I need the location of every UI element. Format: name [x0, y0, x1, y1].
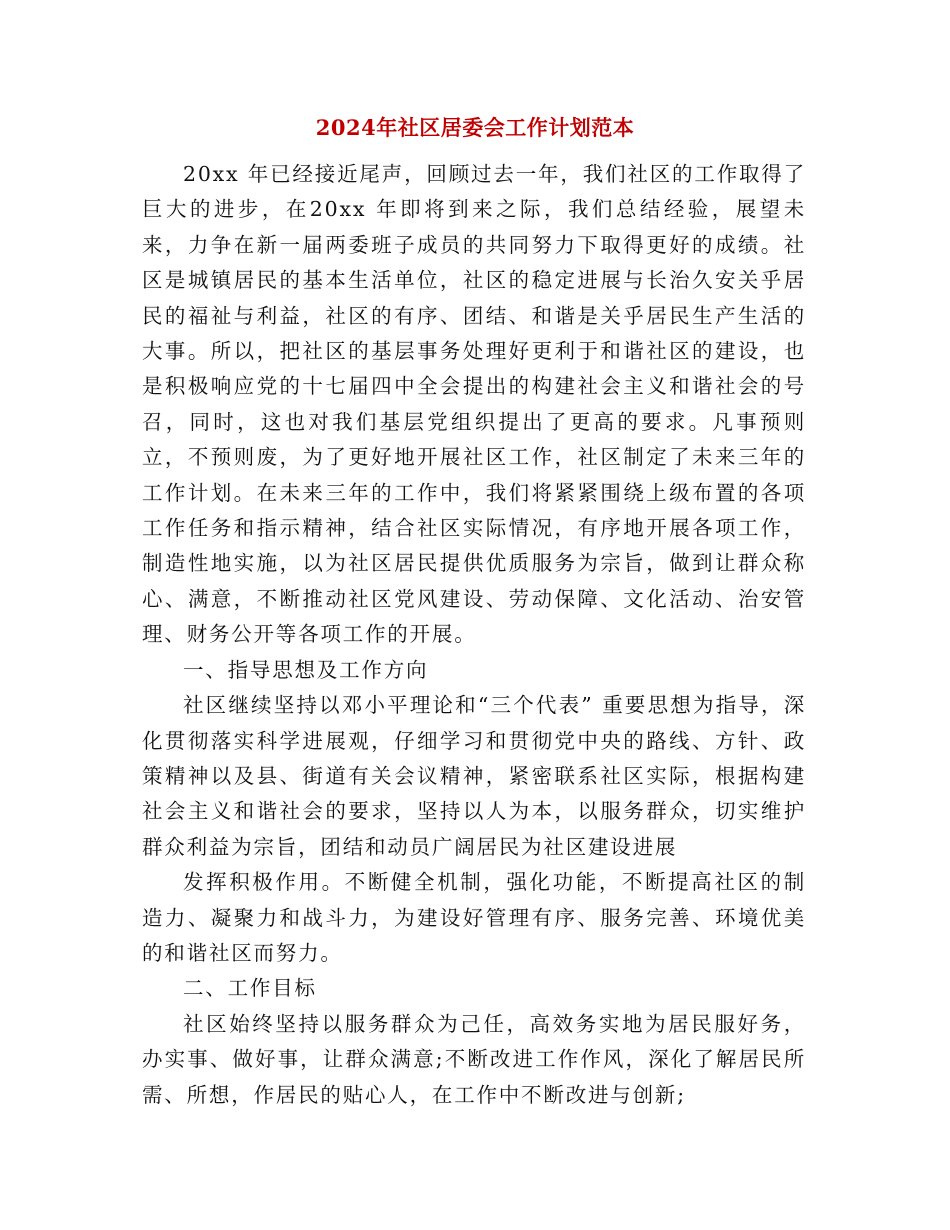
paragraph-work-goals: 社区始终坚持以服务群众为己任，高效务实地为居民服好务，办实事、做好事，让群众满意;不断改进工作作风，深化了解居民所需、所想，作居民的贴心人，在工作中不断改进与创新; [142, 1011, 806, 1107]
paragraph-guiding-ideology: 社区继续坚持以邓小平理论和“三个代表” 重要思想为指导，深化贯彻落实科学进展观，仔细学习和贯彻党中央的路线、方针、政策精神以及县、街道有关会议精神，紧密联系社区实际，根据构建社会主义和谐社会的要求，坚持以人为本，以服务群众，切实维护群众利益为宗旨，团结和动员广阔居民为社区建设进展 [142, 693, 806, 859]
paragraph-intro: 20xx 年已经接近尾声，回顾过去一年，我们社区的工作取得了巨大的进步，在20xx 年即将到来之际，我们总结经验，展望未来，力争在新一届两委班子成员的共同努力下取得更好的成绩。社区是城镇居民的基本生活单位，社区的稳定进展与长治久安关乎居民的福祉与利益，社区的有序、团结、和谐是关乎居民生产生活的大事。所以，把社区的基层事务处理好更利于和谐社区的建设，也是积极响应党的十七届四中全会提出的构建社会主义和谐社会的号召，同时，这也对我们基层党组织提出了更高的要求。凡事预则立，不预则废，为了更好地开展社区工作，社区制定了未来三年的工作计划。在未来三年的工作中，我们将紧紧围绕上级布置的各项工作任务和指示精神，结合社区实际情况，有序地开展各项工作，制造性地实施，以为社区居民提供优质服务为宗旨，做到让群众称心、满意，不断推动社区党风建设、劳动保障、文化活动、治安管理、财务公开等各项工作的开展。 [142, 162, 806, 647]
section-heading-work-goals: 二、工作目标 [183, 976, 317, 1001]
document-title: 2024年社区居委会工作计划范本 [315, 115, 635, 140]
section-heading-guiding-ideology: 一、指导思想及工作方向 [183, 657, 429, 682]
document-body [142, 157, 806, 1113]
paragraph-guiding-ideology-continued: 发挥积极作用。不断健全机制，强化功能，不断提高社区的制造力、凝聚力和战斗力，为建设好管理有序、服务完善、环境优美的和谐社区而努力。 [142, 870, 806, 965]
